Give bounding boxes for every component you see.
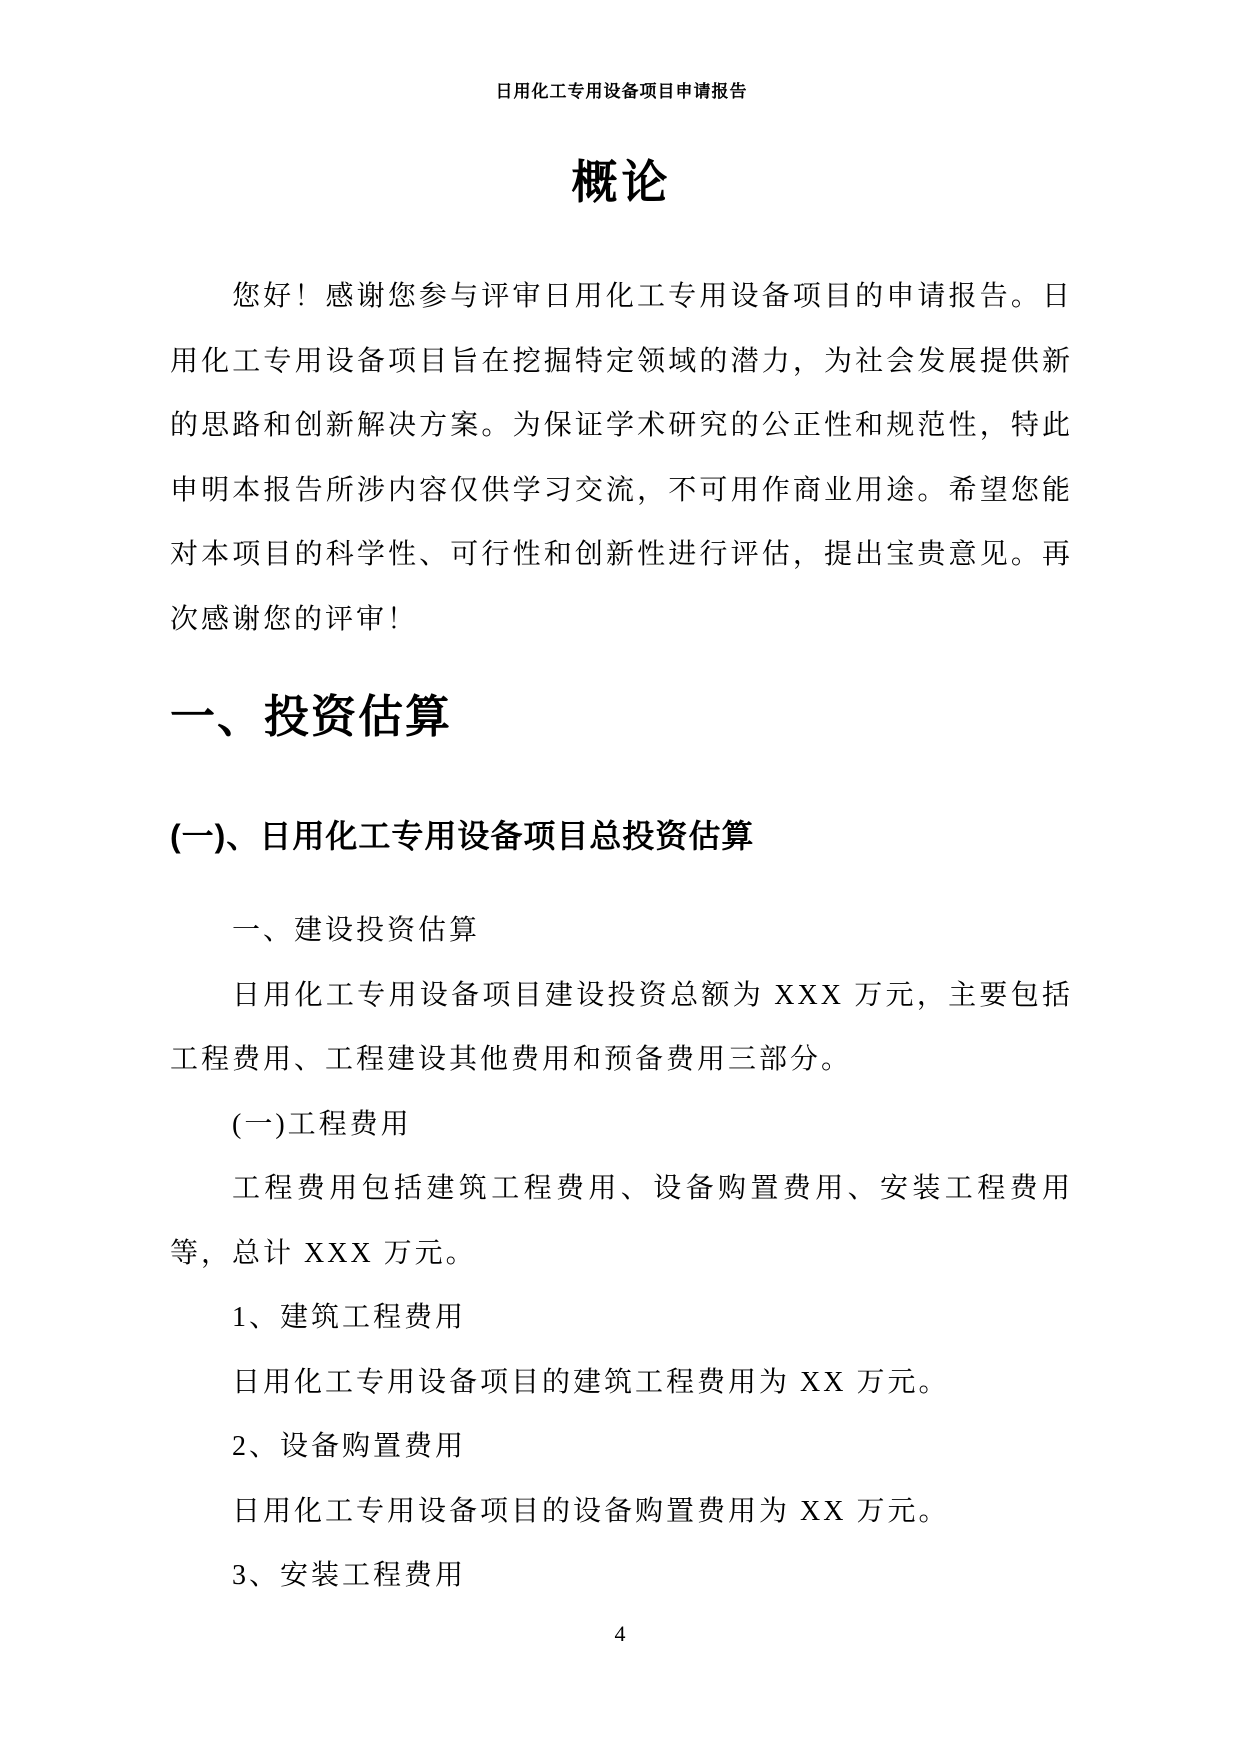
section-heading-investment-estimate: 一、投资估算 [170,691,453,742]
body-paragraph: 一、建设投资估算 [232,915,481,946]
subsection-heading-total-investment: (一)、日用化工专用设备项目总投资估算 [170,818,755,854]
document-header-title: 日用化工专用设备项目申请报告 [495,82,748,101]
body-paragraph: 2、设备购置费用 [232,1431,467,1462]
page-title: 概论 [571,156,672,208]
body-paragraph: 日用化工专用设备项目建设投资总额为 XXX 万元，主要包括工程费用、工程建设其他费用和预备费用三部分。 [170,979,1073,1075]
page-number: 4 [614,1621,626,1646]
body-paragraph: 工程费用包括建筑工程费用、设备购置费用、安装工程费用等，总计 XXX 万元。 [170,1173,1073,1269]
body-paragraph: 1、建筑工程费用 [232,1302,467,1333]
body-paragraph: (一)工程费用 [232,1108,412,1140]
body-paragraph: 日用化工专用设备项目的设备购置费用为 XX 万元。 [232,1495,950,1527]
intro-paragraph: 您好！感谢您参与评审日用化工专用设备项目的申请报告。日用化工专用设备项目旨在挖掘特定领域的潜力，为社会发展提供新的思路和创新解决方案。为保证学术研究的公正性和规范性，特此申明本报告所涉内容仅供学习交流，不可用作商业用途。希望您能对本项目的科学性、可行性和创新性进行评估，提出宝贵意见。再次感谢您的评审！ [170,281,1073,635]
body-paragraph: 3、安装工程费用 [232,1560,467,1591]
body-paragraph-group [170,899,1073,1609]
body-paragraph: 日用化工专用设备项目的建筑工程费用为 XX 万元。 [232,1366,950,1398]
